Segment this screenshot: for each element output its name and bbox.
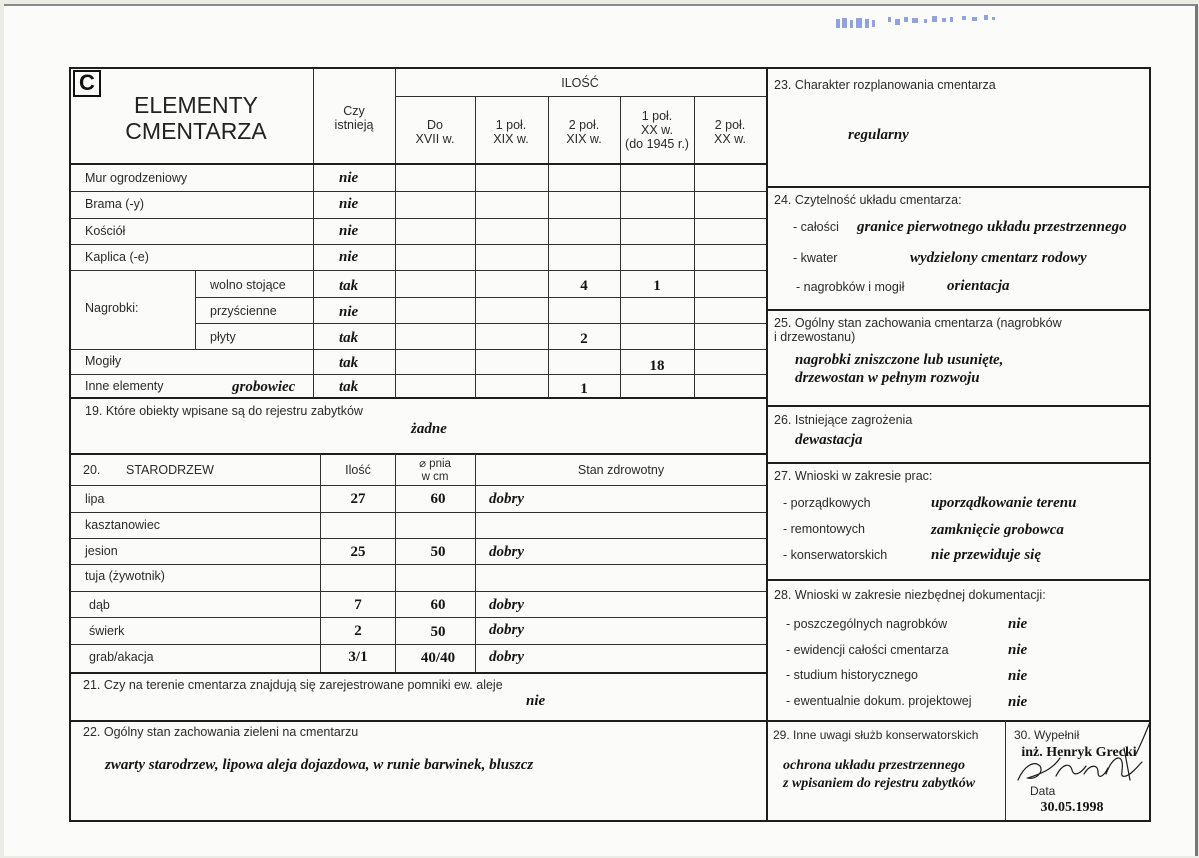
row-divider	[71, 270, 766, 271]
work-proposal-item-value: uporządkowanie terenu	[931, 495, 1077, 511]
threats-value: dewastacja	[795, 432, 863, 448]
tree-name: lipa	[85, 492, 105, 506]
column-divider	[766, 69, 768, 820]
legibility-item-label: - całości	[793, 220, 839, 234]
quantity-value: 4	[580, 278, 588, 294]
trunk-diameter-value: 50	[430, 624, 446, 640]
elements-title: ELEMENTY CMENTARZA	[125, 92, 267, 144]
element-exists-value: nie	[339, 304, 359, 320]
row-divider	[395, 96, 766, 97]
element-row-label: Kościół	[85, 224, 126, 238]
element-row-label: przyścienne	[210, 304, 277, 318]
element-exists-value: tak	[339, 278, 359, 294]
row-divider	[71, 672, 766, 674]
filled-by-name: inż. Henryk Grecki	[1021, 745, 1137, 760]
trunk-diameter-value: 50	[430, 544, 446, 560]
trunk-diameter-value: 60	[430, 597, 446, 613]
row-divider	[195, 297, 766, 298]
registered-monuments-value: nie	[526, 693, 546, 709]
trunk-diameter-value: 40/40	[420, 650, 456, 666]
column-divider	[395, 69, 396, 397]
tree-count-value: 7	[354, 597, 362, 613]
period-header: 1 poł. XIX w.	[493, 118, 529, 146]
exists-header: Czy istnieją	[334, 104, 374, 132]
date-label: Data	[1030, 784, 1056, 798]
documentation-item-value: nie	[1008, 694, 1028, 710]
row-divider	[71, 485, 766, 486]
tree-name: kasztanowiec	[85, 518, 161, 532]
documentation-proposals-label: 28. Wnioski w zakresie niezbędnej dokumentacji:	[774, 588, 1046, 602]
row-divider	[71, 163, 766, 165]
tree-health-header: Stan zdrowotny	[577, 463, 665, 477]
work-proposal-item-label: - konserwatorskich	[783, 548, 888, 562]
row-divider	[71, 218, 766, 219]
element-row-label: Inne elementy	[85, 379, 164, 393]
row-divider	[766, 405, 1151, 407]
documentation-item-value: nie	[1008, 642, 1028, 658]
row-divider	[71, 538, 766, 539]
stamp-mark	[832, 11, 1012, 45]
tree-count-value: 2	[354, 623, 362, 639]
column-divider	[620, 96, 621, 397]
documentation-item-label: - ewidencji całości cmentarza	[786, 643, 949, 657]
trunk-diameter-value: 60	[430, 491, 446, 507]
column-divider	[313, 69, 314, 397]
element-row-label: Mur ogrodzeniowy	[85, 171, 188, 185]
threats-label: 26. Istniejące zagrożenia	[774, 413, 913, 427]
legibility-item-value: orientacja	[947, 278, 1010, 294]
registry-objects-value: żadne	[411, 421, 447, 437]
form-letter-box: C	[73, 70, 101, 97]
row-divider	[71, 591, 766, 592]
conservator-notes-label: 29. Inne uwagi służb konserwatorskich	[773, 728, 979, 742]
documentation-item-label: - studium historycznego	[786, 668, 919, 682]
tree-count-header: Ilość	[345, 463, 371, 477]
row-divider	[71, 644, 766, 645]
legibility-item-value: granice pierwotnego układu przestrzennego	[857, 219, 1127, 235]
nagrobki-group-label: Nagrobki:	[85, 301, 139, 315]
tree-count-value: 3/1	[348, 649, 368, 665]
cemetery-record-card-c	[69, 67, 1151, 822]
work-proposals-label: 27. Wnioski w zakresie prac:	[774, 469, 933, 483]
row-divider	[195, 323, 766, 324]
layout-legibility-label: 24. Czytelność układu cmentarza:	[774, 193, 962, 207]
cemetery-condition-label: 25. Ogólny stan zachowania cmentarza (nagrobków i drzewostanu)	[774, 316, 1062, 345]
row-divider	[766, 186, 1151, 188]
tree-name: tuja (żywotnik)	[85, 569, 165, 583]
element-exists-value: tak	[339, 330, 359, 346]
work-proposal-item-label: - porządkowych	[783, 496, 871, 510]
element-row-label: Kaplica (-e)	[85, 250, 149, 264]
element-exists-value: tak	[339, 355, 359, 371]
element-row-label: Mogiły	[85, 354, 122, 368]
work-proposal-item-label: - remontowych	[783, 522, 865, 536]
filled-by-label: 30. Wypełnił	[1014, 728, 1080, 742]
element-row-label: wolno stojące	[210, 278, 286, 292]
legibility-item-label: - kwater	[793, 251, 838, 265]
row-divider	[71, 244, 766, 245]
quantity-value: 18	[649, 358, 665, 374]
tree-name: grab/akacja	[89, 650, 154, 664]
fill-date-value: 30.05.1998	[1040, 800, 1104, 815]
cemetery-condition-value: nagrobki zniszczone lub usunięte, drzewostan w pełnym rozwoju	[795, 352, 1004, 386]
row-divider	[766, 309, 1151, 311]
period-header: 2 poł. XIX w.	[566, 118, 602, 146]
tree-name: dąb	[89, 598, 110, 612]
documentation-item-value: nie	[1008, 668, 1028, 684]
element-row-label: Brama (-y)	[85, 197, 145, 211]
tree-name: jesion	[85, 544, 118, 558]
scanned-form-sheet	[4, 4, 1198, 856]
old-trees-number: 20.	[83, 463, 101, 477]
tree-health-value: dobry	[489, 649, 524, 665]
row-divider	[766, 579, 1151, 581]
work-proposal-item-value: zamknięcie grobowca	[931, 522, 1064, 538]
handwritten-signature	[1000, 718, 1160, 798]
conservator-notes-value: ochrona układu przestrzennego z wpisaniem do rejestru zabytków	[783, 758, 976, 791]
tree-count-value: 27	[350, 491, 366, 507]
row-divider	[71, 453, 766, 455]
greenery-condition-label: 22. Ogólny stan zachowania zieleni na cmentarzu	[83, 725, 359, 739]
row-divider	[71, 564, 766, 565]
period-header: 2 poł. XX w.	[714, 118, 746, 146]
tree-health-value: dobry	[489, 597, 524, 613]
documentation-item-label: - poszczególnych nagrobków	[786, 617, 948, 631]
row-divider	[71, 512, 766, 513]
work-proposal-item-value: nie przewiduje się	[931, 547, 1042, 563]
period-header: 1 poł. XX w. (do 1945 r.)	[625, 109, 689, 151]
layout-character-label: 23. Charakter rozplanowania cmentarza	[774, 78, 996, 92]
column-divider	[475, 96, 476, 397]
period-header: Do XVII w.	[415, 118, 455, 146]
element-exists-value: nie	[339, 249, 359, 265]
other-elements-value: grobowiec	[232, 379, 296, 395]
registered-monuments-label: 21. Czy na terenie cmentarza znajdują się zarejestrowane pomniki ew. aleje	[83, 678, 503, 692]
quantity-value: 1	[580, 381, 588, 397]
quantity-value: 2	[580, 331, 588, 347]
column-divider	[694, 96, 695, 397]
element-exists-value: nie	[339, 196, 359, 212]
element-row-label: płyty	[210, 330, 236, 344]
documentation-item-value: nie	[1008, 616, 1028, 632]
row-divider	[71, 617, 766, 618]
row-divider	[766, 462, 1151, 464]
greenery-condition-value: zwarty starodrzew, lipowa aleja dojazdowa, w runie barwinek, bluszcz	[105, 757, 534, 773]
tree-health-value: dobry	[489, 491, 524, 507]
row-divider	[71, 349, 766, 350]
element-exists-value: tak	[339, 379, 359, 395]
row-divider	[71, 191, 766, 192]
tree-name: świerk	[89, 624, 125, 638]
legibility-item-value: wydzielony cmentarz rodowy	[910, 250, 1087, 266]
trunk-diameter-header: ⌀ pnia w cm	[419, 458, 451, 483]
layout-character-value: regularny	[848, 127, 909, 143]
row-divider	[71, 720, 766, 722]
registry-objects-label: 19. Które obiekty wpisane są do rejestru zabytków	[85, 404, 363, 418]
tree-health-value: dobry	[489, 622, 524, 638]
old-trees-title: STARODRZEW	[126, 463, 214, 477]
element-exists-value: nie	[339, 223, 359, 239]
documentation-item-label: - ewentualnie dokum. projektowej	[786, 694, 972, 708]
column-divider	[195, 270, 196, 349]
tree-count-value: 25	[350, 544, 366, 560]
tree-health-value: dobry	[489, 544, 524, 560]
column-divider	[548, 96, 549, 397]
quantity-value: 1	[653, 278, 661, 294]
legibility-item-label: - nagrobków i mogił	[796, 280, 905, 294]
element-exists-value: nie	[339, 170, 359, 186]
row-divider	[71, 397, 766, 399]
quantity-header: ILOŚĆ	[561, 76, 599, 90]
